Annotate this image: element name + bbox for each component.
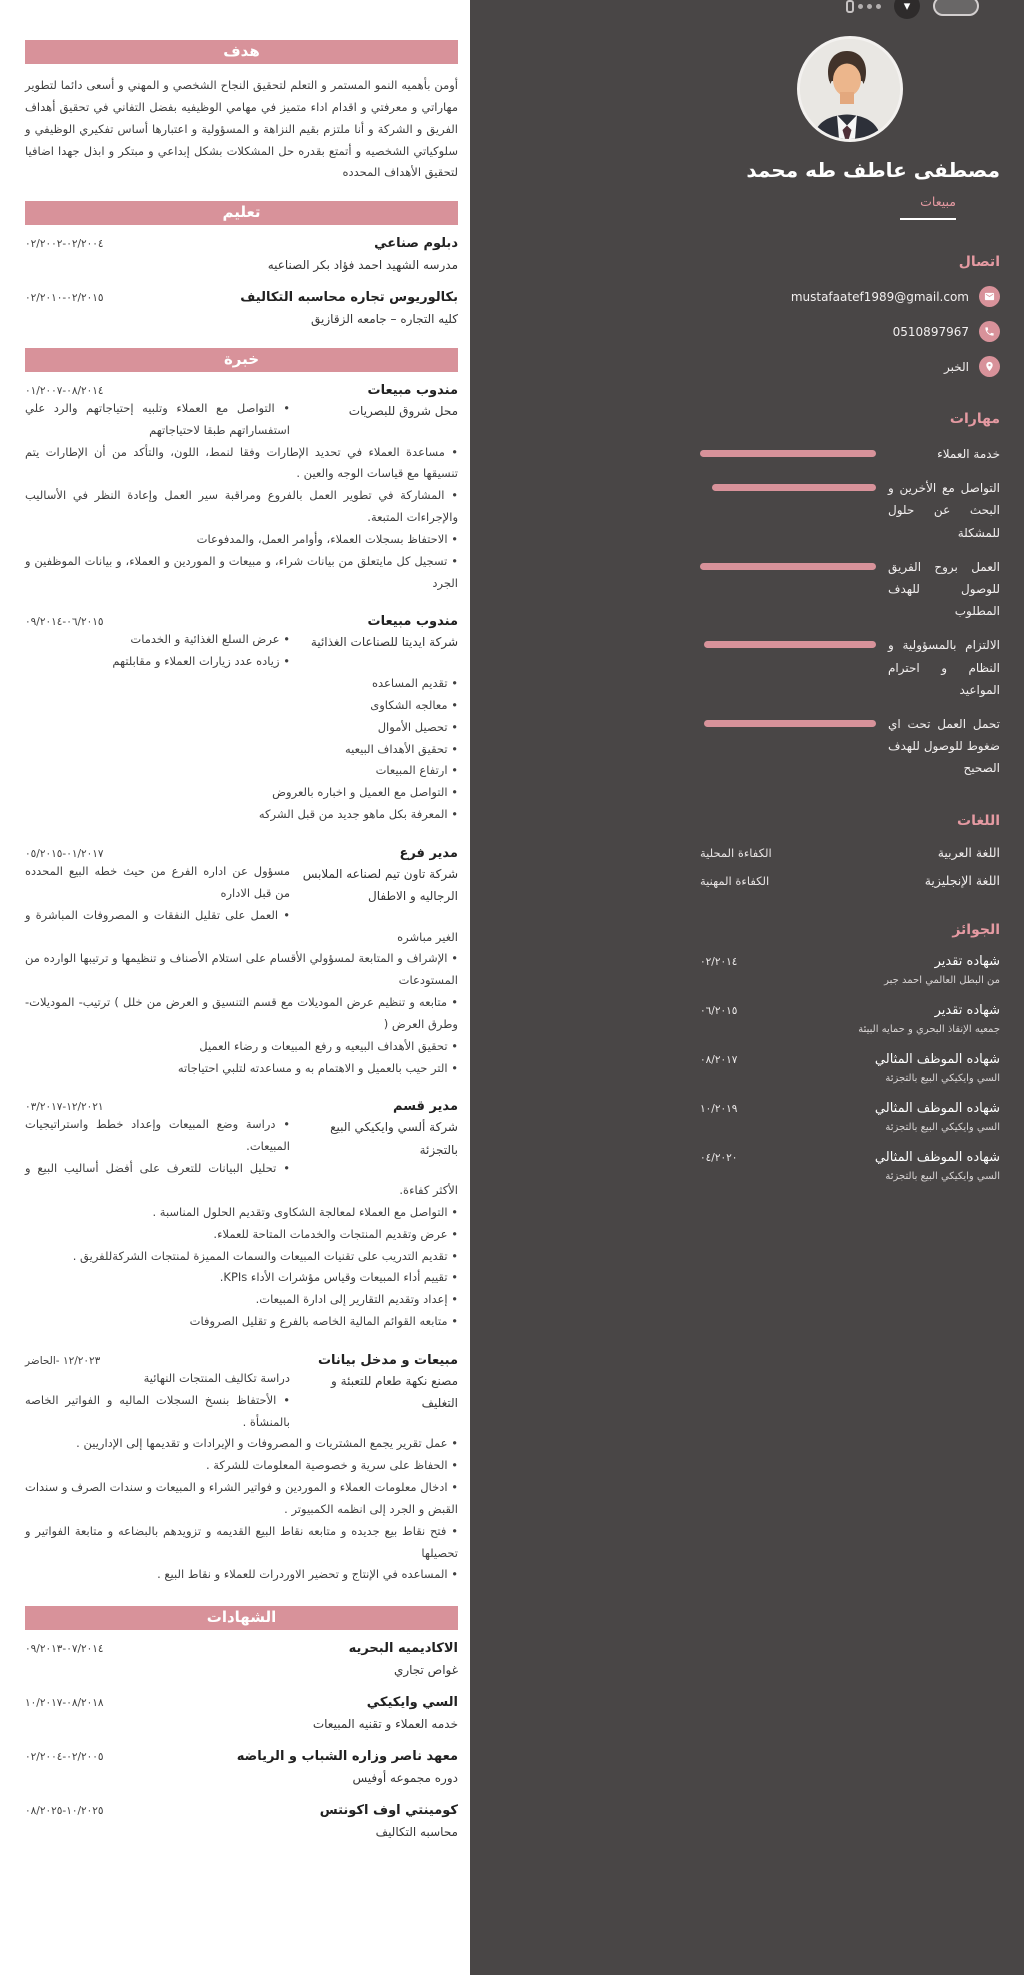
job-date: ٠١/٢٠١٧-٠٥/٢٠١٥ <box>25 848 104 860</box>
job-bullet: • تحصيل الأموال <box>25 717 458 739</box>
certificate-desc: محاسبه التكاليف <box>375 1824 458 1839</box>
awards-heading: الجوائز <box>952 922 1000 939</box>
skills-heading: مهارات <box>949 411 1000 427</box>
battery-icon <box>933 0 979 16</box>
skill-label: خدمة العملاء <box>937 447 1000 461</box>
skill-item <box>700 634 1000 701</box>
award-main <box>858 1003 1000 1035</box>
job-bullet: • ارتفاع المبيعات <box>25 760 458 782</box>
skill-label: التواصل مع الأخرين و البحث عن حلول للمشكلة <box>888 481 1000 540</box>
award-main <box>875 1052 1000 1084</box>
job-bullet: • ادخال معلومات العملاء و الموردين و فواتير الشراء و المبيعات و سندات الصرف و سندات القبض و الجرد إلى انظمه الكمبيوتر . <box>25 1477 458 1521</box>
skills-list <box>700 443 1000 779</box>
certificate-item <box>25 1749 458 1790</box>
skill-bar-fill <box>704 720 876 727</box>
job-bullet: • الأحتفاظ بنسخ السجلات الماليه و الفواتير الخاصه بالمنشأة . <box>25 1390 458 1434</box>
skill-bar <box>700 563 876 623</box>
objective-section <box>25 40 458 184</box>
education-list <box>25 236 458 331</box>
profile-photo <box>797 36 903 142</box>
skill-bar-fill <box>704 641 876 648</box>
language-level: الكفاءة المهنية <box>700 874 770 889</box>
company-name: شركة ايديتا للصناعات الغذائية <box>310 635 458 650</box>
certificate-item <box>25 1695 458 1736</box>
contact-location[interactable] <box>700 356 1000 377</box>
company-name: شركة ألسي وايكيكي البيع بالتجزئة <box>330 1120 458 1157</box>
job-title: مدير فرع <box>399 846 458 861</box>
job-bullet: • تحقيق الأهداف البيعيه <box>25 739 458 761</box>
certificate-title: معهد ناصر وزاره الشباب و الرياضه <box>236 1748 458 1764</box>
certificate-date: ٠٢/٢٠٠٥-٠٢/٢٠٠٤ <box>25 1750 104 1763</box>
skill-bar <box>700 450 876 465</box>
certificate-item-header <box>25 1695 458 1710</box>
job-bullet: • المعرفة بكل ماهو جديد من قبل الشركه <box>25 804 458 826</box>
company-name: مصنع نكهة طعام للتعبئة و التغليف <box>331 1373 458 1411</box>
job-bullet: • المشاركة في تطوير العمل بالفروع ومراقبة سير العمل وإعادة النظر في الأساليب والإجراءات المتبعة. <box>25 485 458 529</box>
contact-email[interactable] <box>700 286 1000 307</box>
award-date: ٠٢/٢٠١٤ <box>700 956 738 969</box>
job-bullet: • الاحتفاظ بسجلات العملاء، وأوامر العمل، والمدفوعات <box>25 529 458 551</box>
page-indicator-bar <box>846 0 854 13</box>
page-indicator-dot <box>858 4 863 9</box>
envelope-icon <box>979 286 1000 307</box>
viewer-controls <box>846 0 979 19</box>
award-title: شهاده الموظف المثالي <box>874 1150 1000 1166</box>
job-title: مدير قسم <box>393 1099 458 1115</box>
job-bullet: • تقديم التدريب على تقنيات المبيعات والسمات المميزة لمنتجات الشركةللفريق . <box>25 1246 458 1268</box>
page-indicator <box>846 0 881 13</box>
cv-sidebar <box>470 0 1024 1975</box>
award-issuer: السي وايكيكي البيع بالتجزئة <box>885 1122 1000 1134</box>
job-date: ١٢/٢٠٢١-٠٣/٢٠١٧ <box>25 1101 104 1114</box>
language-level: الكفاءة المحلية <box>700 846 772 861</box>
languages-list <box>700 845 1000 888</box>
job-date: ١٢/٢٠٢٣ -الحاضر <box>25 1354 101 1367</box>
job-bullet: • عرض السلع الغذائية و الخدمات <box>25 629 458 651</box>
experience-item-header <box>25 846 458 861</box>
experience-item <box>25 1099 458 1332</box>
experience-item <box>25 383 458 595</box>
education-item-header <box>25 290 458 305</box>
company-name: شركة تاون تيم لصناعه الملابس الرجاليه و الاطفال <box>302 867 458 904</box>
school-name: كليه التجاره – جامعه الزقازيق <box>311 312 458 327</box>
certificate-desc: دوره مجموعه أوفيس <box>352 1770 458 1785</box>
job-bullet: • التواصل مع العملاء وتلبيه إحتياجاتهم والرد علي استفساراتهم طبقا لاحتياجاتهم <box>25 398 458 442</box>
job-bullet: • الحفاظ على سرية و خصوصية المعلومات للشركة . <box>25 1455 458 1477</box>
contact-location-value: الخبر <box>944 359 969 374</box>
job-title: مبيعات و مدخل بيانات <box>317 1352 458 1368</box>
certificate-desc: غواص تجاري <box>393 1663 458 1678</box>
degree-title: بكالوريوس تجاره محاسبه التكاليف <box>240 290 458 306</box>
job-bullet-list <box>25 629 458 826</box>
awards-list <box>700 954 1000 1182</box>
award-issuer: السي وايكيكي البيع بالتجزئة <box>885 1171 1000 1183</box>
profile-title-block <box>700 194 1000 220</box>
certificate-desc: خدمه العملاء و تقنيه المبيعات <box>312 1717 458 1732</box>
certificates-section <box>25 1606 458 1843</box>
experience-item <box>25 614 458 826</box>
education-date: ٠٢/٢٠١٥-٠٢/٢٠١٠ <box>25 292 104 305</box>
certificate-item-header <box>25 1749 458 1764</box>
job-title: مندوب مبيعات <box>367 614 458 630</box>
experience-list <box>25 383 458 1587</box>
experience-item-header <box>25 614 458 629</box>
skill-label: تحمل العمل تحت اي ضغوط للوصول للهدف الصحيح <box>888 716 1000 776</box>
skill-bar <box>700 641 876 701</box>
certificate-list <box>25 1641 458 1843</box>
education-item-header <box>25 236 458 251</box>
job-intro: دراسة تكاليف المنتجات النهائية <box>143 1370 290 1385</box>
job-bullet: • إعداد وتقديم التقارير إلى ادارة المبيعات. <box>25 1289 458 1311</box>
award-main <box>884 954 1000 986</box>
skill-bar-fill <box>700 450 876 457</box>
job-bullet: • متابعه القوائم المالية الخاصه بالفرع و تقليل الصروفات <box>25 1311 458 1333</box>
award-date: ٠٤/٢٠٢٠ <box>700 1152 738 1165</box>
certificate-title: السي وايكيكي <box>366 1695 458 1711</box>
skill-label: الالتزام بالمسؤولية و النظام و احترام المواعيد <box>888 638 1000 697</box>
skill-label: العمل بروح الفريق للوصول للهدف المطلوب <box>888 559 1000 619</box>
contact-email-value: mustafaatef1989@gmail.com <box>790 289 969 304</box>
certificate-title: الاكاديميه البحريه <box>348 1641 458 1657</box>
collapse-button[interactable] <box>894 0 920 19</box>
skill-bar <box>700 484 876 544</box>
avatar-illustration <box>797 39 900 142</box>
job-bullet: • تسجيل كل مايتعلق من بيانات شراء، و مبيعات و الموردين و العملاء، و بيانات الموظفين و الجرد <box>25 551 458 595</box>
sidebar-content <box>684 0 1024 1182</box>
award-issuer: من البطل العالمي احمد جبر <box>884 975 1000 987</box>
award-item <box>700 1150 1000 1182</box>
contact-phone-value: 0510897967 <box>892 324 969 339</box>
job-date: ٠٦/٢٠١٥-٠٩/٢٠١٤ <box>25 616 104 629</box>
job-bullet: • تقييم أداء المبيعات وقياس مؤشرات الأداء KPIs. <box>25 1267 458 1289</box>
job-date: ٠٨/٢٠١٤-٠١/٢٠٠٧ <box>25 384 104 397</box>
profile-job-title: مبيعات <box>920 194 956 209</box>
experience-item-header <box>25 383 458 398</box>
skill-item <box>700 443 1000 465</box>
award-title: شهاده الموظف المثالي <box>874 1101 1000 1117</box>
certificate-item-header <box>25 1803 458 1818</box>
award-main <box>875 1101 1000 1133</box>
languages-heading: اللغات <box>957 813 1000 830</box>
award-item <box>700 1052 1000 1084</box>
education-item <box>25 290 458 331</box>
objective-text: أومن بأهميه النمو المستمر و التعلم لتحقيق النجاح الشخصي و المهني و أسعى دائما لتطوير مهاراتي و معرفتي و اقدام اداء متميز في مهامي الوظيفيه بفضل التفاني في تحقيق أهداف الفريق و الشركة و أنا ملتزم بقيم النزاهة و المسؤولية و اعتبارها أساس تفكيري الوظيفي و سلوكياتي الشخصيه و أتمتع بقدره حل المشكلات بشكل إبداعي و مبتكر و ابذل جهدا اضافيا لتحقيق الأهداف المحدده <box>25 78 458 180</box>
skill-bar <box>700 720 876 780</box>
certificate-date: ٠٧/٢٠١٤-٠٩/٢٠١٣ <box>25 1643 104 1656</box>
education-item <box>25 236 458 277</box>
certificate-item <box>25 1803 458 1844</box>
job-bullet: • عمل تقرير يجمع المشتريات و المصروفات و الإيرادات و تقديمها إلى الإداريين . <box>25 1433 458 1455</box>
award-date: ٠٦/٢٠١٥ <box>700 1005 738 1018</box>
job-bullet: • الإشراف و المتابعة لمسؤولي الأقسام على استلام الأصناف و تنظيمها و ترتيبها الوارده من المستودعات <box>25 948 458 992</box>
award-item <box>700 1003 1000 1035</box>
award-item <box>700 954 1000 986</box>
certificate-date: ٠٨/٢٠١٨-١٠/٢٠١٧ <box>25 1697 104 1710</box>
job-bullet: • تحقيق الأهداف البيعيه و رفع المبيعات و رضاء العميل <box>25 1036 458 1058</box>
job-bullet-list <box>25 1390 458 1587</box>
experience-section-header: خبرة <box>25 348 458 372</box>
skill-item <box>700 477 1000 544</box>
job-bullet: • العمل على تقليل النفقات و المصروفات المباشرة و الغير مباشره <box>25 905 458 949</box>
experience-section <box>25 348 458 1587</box>
experience-item-header <box>25 1099 458 1114</box>
award-title: شهاده تقدير <box>934 954 1000 970</box>
skill-bar-fill <box>712 484 876 491</box>
award-main <box>875 1150 1000 1182</box>
award-issuer: جمعيه الإنقاذ البحري و حمايه البيئة <box>858 1024 1000 1036</box>
certificate-item-header <box>25 1641 458 1656</box>
objective-section-header: هدف <box>25 40 458 64</box>
language-name: اللغة الإنجليزية <box>924 873 1000 889</box>
experience-item <box>25 846 458 1079</box>
page-indicator-dot <box>867 4 872 9</box>
award-date: ١٠/٢٠١٩ <box>700 1103 738 1116</box>
job-title: مندوب مبيعات <box>367 382 458 398</box>
contact-heading: اتصال <box>958 254 1000 270</box>
certificate-title: كومينتي اوف اكونتس <box>319 1802 458 1818</box>
language-item <box>700 873 1000 888</box>
skill-item <box>700 556 1000 623</box>
job-bullet-list <box>25 905 458 1080</box>
award-date: ٠٨/٢٠١٧ <box>700 1054 738 1067</box>
award-title: شهاده الموظف المثالي <box>874 1052 1000 1068</box>
language-name: اللغة العربية <box>937 845 1000 861</box>
award-issuer: السي وايكيكي البيع بالتجزئة <box>885 1073 1000 1085</box>
cv-main-column <box>0 0 470 1975</box>
title-underline <box>900 218 956 220</box>
award-title: شهاده تقدير <box>934 1003 1000 1019</box>
job-intro: مسؤول عن اداره الفرع من حيث خطه البيع المحدده من قبل الاداره <box>25 864 290 900</box>
school-name: مدرسه الشهيد احمد فؤاد بكر الصناعيه <box>267 258 458 273</box>
job-bullet: • التر حيب بالعميل و الاهتمام به و مساعدته لتلبي احتياجاته <box>25 1058 458 1080</box>
education-section <box>25 201 458 331</box>
phone-icon <box>979 321 1000 342</box>
job-bullet: • مساعدة العملاء في تحديد الإطارات وفقا لنمط، اللون، والتأكد من أن الإطارات يتم تنسيقها مع قياسات الوجه والعين . <box>25 442 458 486</box>
job-bullet: • تحليل البيانات للتعرف على أفضل أساليب البيع و الأكثر كفاءة. <box>25 1158 458 1202</box>
company-name: محل شروق للبصريات <box>348 403 458 418</box>
job-bullet: • عرض وتقديم المنتجات والخدمات المتاحة للعملاء. <box>25 1224 458 1246</box>
job-bullet: • متابعه و تنظيم عرض الموديلات مع قسم التنسيق و العرض من خلل ) ترتيب- الموديلات- وطرق العرض ( <box>25 992 458 1036</box>
profile-name: مصطفى عاطف طه محمد <box>746 158 1000 182</box>
page-indicator-dot <box>876 4 881 9</box>
skill-bar-fill <box>700 563 876 570</box>
job-bullet: • فتح نقاط بيع جديده و متابعه نقاط البيع القديمه و تزويدهم بالبضاعه و متابعة الفواتير و تحصيلها <box>25 1521 458 1565</box>
job-bullet: • المساعده في الإنتاج و تحضير الاوردرات للعملاء و نقاط البيع . <box>25 1564 458 1586</box>
job-bullet: • معالجه الشكاوى <box>25 695 458 717</box>
award-item <box>700 1101 1000 1133</box>
skill-item <box>700 713 1000 780</box>
language-item <box>700 845 1000 860</box>
chevron-down-icon: ▾ <box>903 0 911 14</box>
location-pin-icon <box>979 356 1000 377</box>
experience-item-header <box>25 1353 458 1368</box>
job-bullet: • التواصل مع العملاء لمعالجة الشكاوى وتقديم الحلول المناسبة . <box>25 1202 458 1224</box>
job-bullet: • التواصل مع العميل و اخباره بالعروض <box>25 782 458 804</box>
experience-item <box>25 1353 458 1586</box>
degree-title: دبلوم صناعي <box>374 236 458 252</box>
contact-phone[interactable] <box>700 321 1000 342</box>
certificates-section-header: الشهادات <box>25 1606 458 1630</box>
certificate-date: ١٠/٢٠٢٥-٠٨/٢٠٢٥ <box>25 1804 104 1817</box>
education-section-header: تعليم <box>25 201 458 225</box>
education-date: ٠٢/٢٠٠٤-٠٢/٢٠٠٢ <box>25 238 104 251</box>
job-bullet-list <box>25 398 458 595</box>
job-bullet: • تقديم المساعده <box>25 673 458 695</box>
job-bullet: • زياده عدد زيارات العملاء و مقابلتهم <box>25 651 458 673</box>
certificate-item <box>25 1641 458 1682</box>
job-bullet: • دراسة وضع المبيعات وإعداد خطط واستراتيجيات المبيعات. <box>25 1114 458 1158</box>
